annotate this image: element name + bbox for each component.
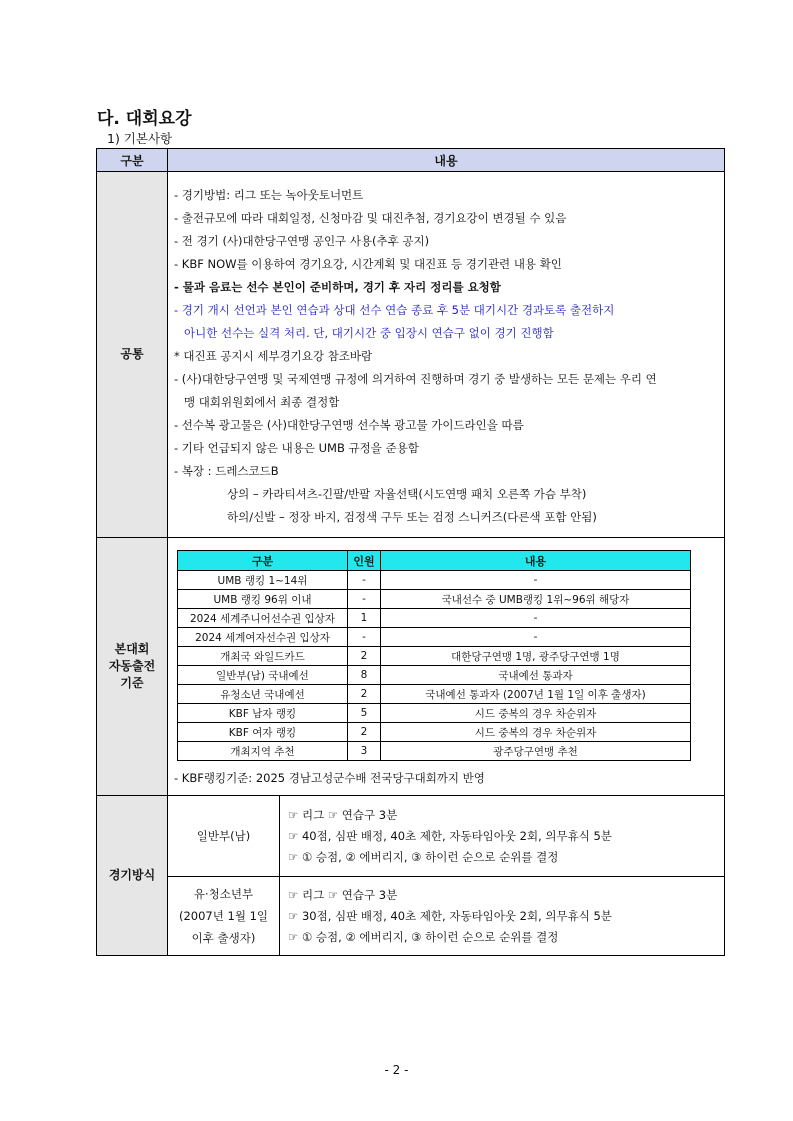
method-row-general	[97, 796, 725, 877]
method-group-rules	[280, 796, 725, 877]
common-line-blue: - 경기 개시 선언과 본인 연습과 상대 선수 연습 종료 후 5분 대기시간 경과토록 출전하지	[174, 303, 615, 317]
table-row: 개최지역 추천 3 광주당구연맹 추천	[178, 742, 691, 761]
table-row: 유청소년 국내예선 2 국내예선 통과자 (2007년 1월 1일 이후 출생자)	[178, 685, 691, 704]
section-heading: 다. 대회요강	[97, 109, 192, 129]
table-row: 일반부(남) 국내예선 8 국내예선 통과자	[178, 666, 691, 685]
method-group-name: 일반부(남)	[168, 796, 280, 877]
common-line: - (사)대한당구연맹 및 국제연맹 규정에 의거하여 진행하며 경기 중 발생하는 모든 문제는 우리 연	[174, 372, 657, 386]
rules-table	[96, 148, 725, 956]
method-line: ☞ 리그 ☞ 연습구 3분	[288, 807, 398, 822]
common-line: - 선수복 광고물은 (사)대한당구연맹 선수복 광고물 가이드라인을 따름	[174, 418, 524, 432]
common-line: - 복장 : 드레스코드B	[174, 464, 279, 478]
method-label: 경기방식	[97, 796, 168, 956]
method-line: ☞ ① 승점, ② 에버리지, ③ 하이런 순으로 순위를 결정	[288, 929, 559, 944]
common-line: - 전 경기 (사)대한당구연맹 공인구 사용(추후 공지)	[174, 234, 430, 248]
method-row-youth	[97, 877, 725, 956]
table-row: UMB 랭킹 96위 이내 - 국내선수 중 UMB랭킹 1위~96위 해당자	[178, 590, 691, 609]
method-line: ☞ 30점, 심판 배정, 40초 제한, 자동타임아웃 2회, 의무휴식 5분	[288, 908, 612, 923]
common-line: 하의/신발 – 정장 바지, 검정색 구두 또는 검정 스니커즈(다른색 포함 안됨)	[227, 510, 597, 524]
common-line-blue: 아니한 선수는 실격 처리. 단, 대기시간 중 입장시 연습구 없이 경기 진행함	[184, 326, 554, 340]
header-content: 내용	[168, 149, 725, 172]
table-row: 2024 세계주니어선수권 입상자 1 -	[178, 609, 691, 628]
qual-header-count: 인원	[348, 551, 381, 571]
table-row: 2024 세계여자선수권 입상자 - -	[178, 628, 691, 647]
common-label: 공통	[97, 172, 168, 538]
qualification-table	[177, 550, 691, 761]
common-row	[97, 172, 725, 538]
common-line: - 기타 언급되지 않은 내용은 UMB 규정을 준용함	[174, 441, 419, 455]
common-line: - KBF NOW를 이용하여 경기요강, 시간계획 및 대진표 등 경기관련 내용 확인	[174, 257, 562, 271]
method-group-name: 유·청소년부 (2007년 1월 1일 이후 출생자)	[168, 877, 280, 956]
table-row: UMB 랭킹 1~14위 - -	[178, 571, 691, 590]
qual-header-category: 구분	[178, 551, 348, 571]
common-line: - 출전규모에 따라 대회일정, 신청마감 및 대진추첨, 경기요강이 변경될 수 있음	[174, 211, 567, 225]
qual-header-content: 내용	[381, 551, 691, 571]
qualification-label: 본대회 자동출전 기준	[97, 538, 168, 796]
common-line: - 경기방법: 리그 또는 녹아웃토너먼트	[174, 188, 364, 202]
section-subheading: 1) 기본사항	[107, 131, 173, 146]
common-line: * 대진표 공지시 세부경기요강 참조바람	[174, 349, 373, 363]
method-line: ☞ 40점, 심판 배정, 40초 제한, 자동타임아웃 2회, 의무휴식 5분	[288, 828, 612, 843]
common-line-bold: - 물과 음료는 선수 본인이 준비하며, 경기 후 자리 정리를 요청함	[174, 280, 501, 294]
qualification-content	[168, 538, 725, 796]
qualification-row	[97, 538, 725, 796]
method-line: ☞ ① 승점, ② 에버리지, ③ 하이런 순으로 순위를 결정	[288, 849, 559, 864]
table-row: KBF 여자 랭킹 2 시드 중복의 경우 차순위자	[178, 723, 691, 742]
page-number: - 2 -	[384, 1063, 409, 1077]
header-category: 구분	[97, 149, 168, 172]
common-line: 상의 – 카라티셔츠-긴팔/반팔 자율선택(시도연맹 패치 오른쪽 가슴 부착)	[227, 487, 587, 501]
ranking-note: - KBF랭킹기준: 2025 경남고성군수배 전국당구대회까지 반영	[174, 771, 485, 785]
common-content	[168, 172, 725, 538]
table-header-row	[97, 149, 725, 172]
method-line: ☞ 리그 ☞ 연습구 3분	[288, 887, 398, 902]
table-row: 개최국 와일드카드 2 대한당구연맹 1명, 광주당구연맹 1명	[178, 647, 691, 666]
method-group-rules	[280, 877, 725, 956]
table-row: KBF 남자 랭킹 5 시드 중복의 경우 차순위자	[178, 704, 691, 723]
common-line: 맹 대회위원회에서 최종 결정함	[184, 395, 340, 409]
